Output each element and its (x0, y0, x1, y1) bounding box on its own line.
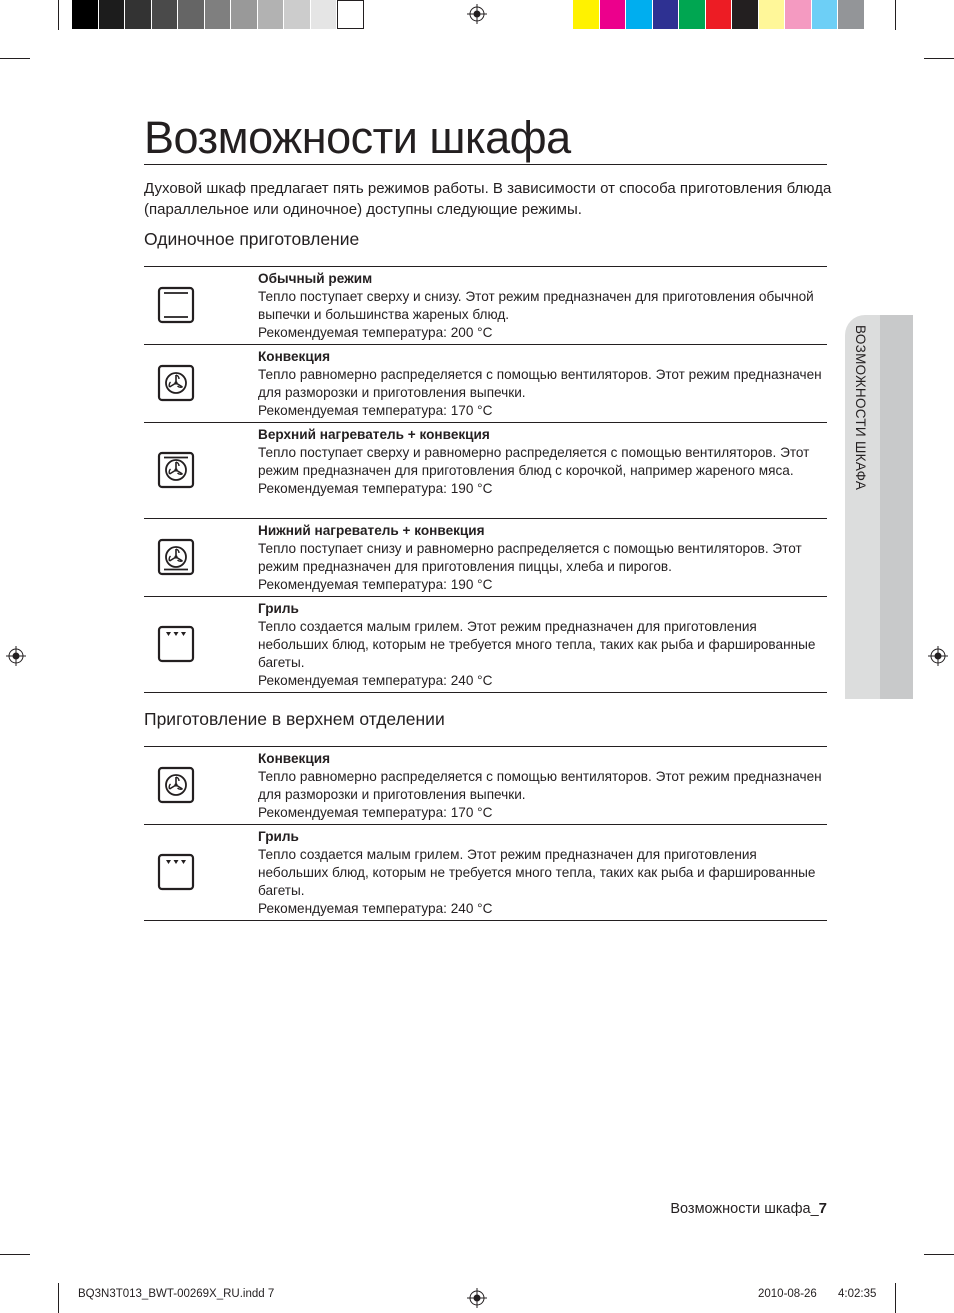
slug-time: 4:02:35 (838, 1288, 877, 1300)
process-swatch (626, 0, 653, 29)
mode-row (144, 597, 827, 693)
mode-text (258, 519, 827, 594)
process-swatch (759, 0, 786, 29)
mode-temperature: Рекомендуемая температура: 170 °C (258, 805, 493, 820)
top-heat-convection-icon (157, 451, 195, 489)
registration-mark-icon (6, 646, 26, 666)
grayscale-swatch (337, 0, 364, 29)
crop-mark (0, 58, 30, 59)
slug-date: 2010-08-26 (758, 1288, 817, 1300)
mode-temperature: Рекомендуемая температура: 170 °C (258, 403, 493, 418)
page-footer (670, 1200, 827, 1217)
mode-text (258, 345, 827, 420)
page-title: Возможности шкафа (144, 112, 571, 163)
mode-row (144, 519, 827, 597)
grayscale-swatch (178, 0, 205, 29)
crop-mark (58, 1283, 59, 1313)
registration-mark-icon (467, 4, 487, 24)
mode-description: Тепло равномерно распределяется с помощью вентиляторов. Этот режим предназначен для разморозки и приготовления выпечки. (258, 367, 822, 400)
crop-mark (0, 1254, 30, 1255)
intro-text: Духовой шкаф предлагает пять режимов работы. В зависимости от способа приготовления блюда (параллельное или одиночное) доступны следующие режимы. (144, 180, 832, 218)
mode-text (258, 597, 827, 690)
process-swatch (838, 0, 865, 29)
mode-temperature: Рекомендуемая температура: 190 °C (258, 577, 493, 592)
crop-mark (895, 0, 896, 30)
side-tab (845, 315, 913, 699)
grayscale-swatch (311, 0, 338, 29)
process-color-bar (573, 0, 865, 29)
process-swatch (679, 0, 706, 29)
mode-text (258, 825, 827, 918)
process-swatch (600, 0, 627, 29)
section-heading-single: Одиночное приготовление (144, 229, 360, 249)
modes-table-single (144, 266, 827, 693)
section-heading-upper: Приготовление в верхнем отделении (144, 709, 445, 729)
page-number: 7 (818, 1200, 827, 1217)
grayscale-color-bar (72, 0, 364, 29)
grayscale-swatch (258, 0, 285, 29)
mode-temperature: Рекомендуемая температура: 240 °C (258, 673, 493, 688)
process-swatch (706, 0, 733, 29)
grayscale-swatch (284, 0, 311, 29)
mode-name: Конвекция (258, 349, 330, 364)
mode-row (144, 747, 827, 825)
crop-mark (924, 58, 954, 59)
mode-name: Нижний нагреватель + конвекция (258, 523, 485, 538)
grayscale-swatch (72, 0, 99, 29)
grill-icon (157, 853, 195, 891)
grayscale-swatch (231, 0, 258, 29)
mode-name: Гриль (258, 829, 299, 844)
mode-description: Тепло поступает сверху и снизу. Этот режим предназначен для приготовления обычной выпечки и большинства жареных блюд. (258, 289, 814, 322)
mode-row (144, 267, 827, 345)
registration-mark-icon (928, 646, 948, 666)
mode-temperature: Рекомендуемая температура: 200 °C (258, 325, 493, 340)
side-tab-edge (880, 315, 913, 699)
modes-table-upper (144, 746, 827, 921)
mode-name: Конвекция (258, 751, 330, 766)
mode-description: Тепло равномерно распределяется с помощью вентиляторов. Этот режим предназначен для разморозки и приготовления выпечки. (258, 769, 822, 802)
conventional-icon (157, 286, 195, 324)
bottom-heat-convection-icon (157, 538, 195, 576)
mode-name: Верхний нагреватель + конвекция (258, 427, 490, 442)
grayscale-swatch (99, 0, 126, 29)
process-swatch (812, 0, 839, 29)
mode-description: Тепло создается малым грилем. Этот режим предназначен для приготовления небольших блюд, которым не требуется много тепла, таких как рыба и фаршированные багеты. (258, 847, 816, 898)
mode-text (258, 423, 827, 498)
mode-description: Тепло создается малым грилем. Этот режим предназначен для приготовления небольших блюд, которым не требуется много тепла, таких как рыба и фаршированные багеты. (258, 619, 816, 670)
mode-name: Обычный режим (258, 271, 373, 286)
process-swatch (653, 0, 680, 29)
grayscale-swatch (125, 0, 152, 29)
convection-icon (157, 364, 195, 402)
mode-temperature: Рекомендуемая температура: 190 °C (258, 481, 493, 496)
process-swatch (573, 0, 600, 29)
grayscale-swatch (205, 0, 232, 29)
crop-mark (58, 0, 59, 30)
mode-description: Тепло поступает снизу и равномерно распределяется с помощью вентиляторов. Этот режим предназначен для приготовления пиццы, хлеба и пирогов. (258, 541, 802, 574)
mode-name: Гриль (258, 601, 299, 616)
registration-mark-icon (467, 1288, 487, 1308)
crop-mark (895, 1283, 896, 1313)
mode-row (144, 345, 827, 423)
slug-filename: BQ3N3T013_BWT-00269X_RU.indd 7 (78, 1288, 275, 1300)
grayscale-swatch (152, 0, 179, 29)
grill-icon (157, 625, 195, 663)
title-rule (144, 164, 827, 165)
process-swatch (785, 0, 812, 29)
crop-mark (924, 1254, 954, 1255)
convection-icon (157, 766, 195, 804)
mode-row (144, 423, 827, 519)
side-tab-label: ВОЗМОЖНОСТИ ШКАФА (853, 325, 868, 491)
mode-text (258, 267, 827, 342)
mode-text (258, 747, 827, 822)
mode-temperature: Рекомендуемая температура: 240 °C (258, 901, 493, 916)
process-swatch (732, 0, 759, 29)
mode-description: Тепло поступает сверху и равномерно распределяется с помощью вентиляторов. Этот режим предназначен для приготовления блюд с корочкой, например жареного мяса. (258, 445, 810, 478)
mode-row (144, 825, 827, 921)
footer-label: Возможности шкафа_ (670, 1201, 819, 1217)
